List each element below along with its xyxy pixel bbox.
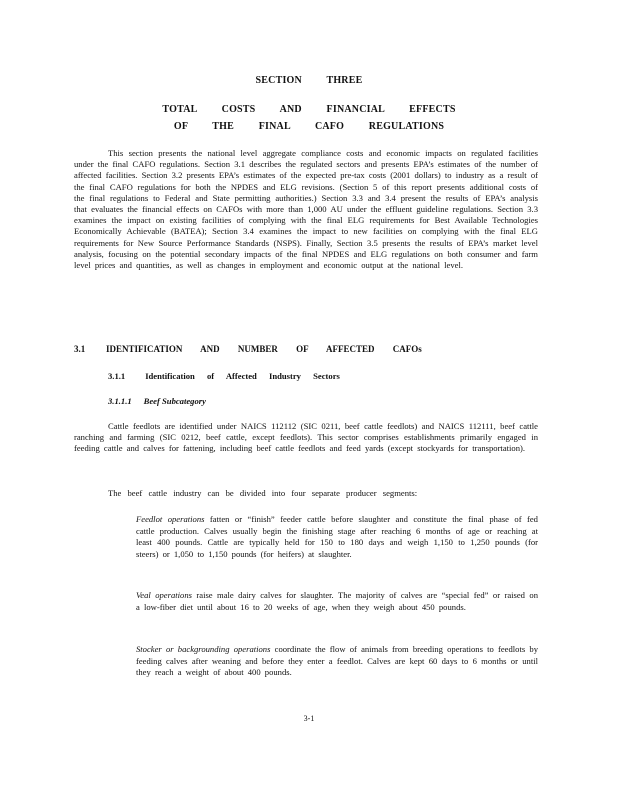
heading-title: Beef Subcategory <box>143 396 206 406</box>
segment-text: fatten or “finish” feeder cattle before slaughter and constitute the final phase of fed cattle production. Calves usually begin the finishing stage after reaching 6 months of age or reaching at least 400 pounds. Cattle are typically held for 150 to 180 days and weigh 1,150 to 1,250 pounds (for steers) or 1,050 to 1,150 pounds (for heifers) at slaughter. <box>136 514 538 559</box>
segment-text: coordinate the flow of animals from breeding operations to feedlots by feeding calves after weaning and before they enter a feedlot. Calves are kept 60 days to 6 months or until they reach a weight of about 400 pounds. <box>136 644 538 678</box>
section-title-line-1: TOTAL COSTS AND FINANCIAL EFFECTS <box>162 104 456 115</box>
heading-number: 3.1.1 <box>108 371 126 381</box>
segment-text: raise male dairy calves for slaughter. The majority of calves are “special fed” or raised on a low-fiber diet until about 16 to 20 weeks of age, when they weigh about 450 pounds. <box>136 590 538 612</box>
heading-3-1-1 <box>108 371 340 381</box>
cattle-paragraph: Cattle feedlots are identified under NAICS 112112 (SIC 0211, beef cattle feedlots) and NAICS 112111, beef cattle ranching and farming (SIC 0212, beef cattle, except feedlots). This sector comprises establishments primarily engaged in feeding cattle and calves for fattening, including beef cattle feedlots and feed yards (except stockyards for transportation). <box>74 421 538 454</box>
section-label: SECTION THREE <box>255 75 363 86</box>
segment-term: Feedlot operations <box>136 514 205 524</box>
section-title-line-2: OF THE FINAL CAFO REGULATIONS <box>173 121 445 132</box>
intro-paragraph: This section presents the national level aggregate compliance costs and economic impacts on regulated facilities under the final CAFO regulations. Section 3.1 describes the regulated sectors and presents EPA’s estimates of the number of affected facilities. Section 3.2 presents EPA’s estimates of the expected pre-tax costs (2001 dollars) to industry as a result of the final CAFO regulations for both the NPDES and ELG revisions. (Section 5 of this report presents additional costs of the final regulations to Federal and State permitting authorities.) Section 3.3 and 3.4 present the results of EPA’s analysis that evaluates the financial effects on CAFOs with more than 1,000 AU under the effluent guideline regulations. Section 3.3 examines the impact on existing facilities of complying with the final ELG requirements for Best Available Technologies Economically Achievable (BATEA); Section 3.4 examines the impact to new facilities on complying with the final ELG requirements for New Source Performance Standards (NSPS). Finally, Section 3.5 presents the results of EPA’s market level analysis, focusing on the potential secondary impacts of the final NPDES and ELG regulations on both consumer and farm level prices and quantities, as well as changes in employment and economic output at the national level. <box>74 148 538 271</box>
heading-title: IDENTIFICATION AND NUMBER OF AFFECTED CAFOs <box>106 344 422 354</box>
segments-intro: The beef cattle industry can be divided into four separate producer segments: <box>108 488 418 498</box>
segment-stocker <box>136 644 538 679</box>
segment-feedlot <box>136 514 538 560</box>
page-number: 3-1 <box>303 714 315 723</box>
heading-number: 3.1.1.1 <box>108 396 132 406</box>
heading-number: 3.1 <box>74 344 86 354</box>
segment-term: Veal operations <box>136 590 192 600</box>
segment-term: Stocker or backgrounding operations <box>136 644 271 654</box>
segment-veal <box>136 590 538 613</box>
heading-title: Identification of Affected Industry Sectors <box>145 371 340 381</box>
heading-3-1-1-1 <box>108 396 206 406</box>
